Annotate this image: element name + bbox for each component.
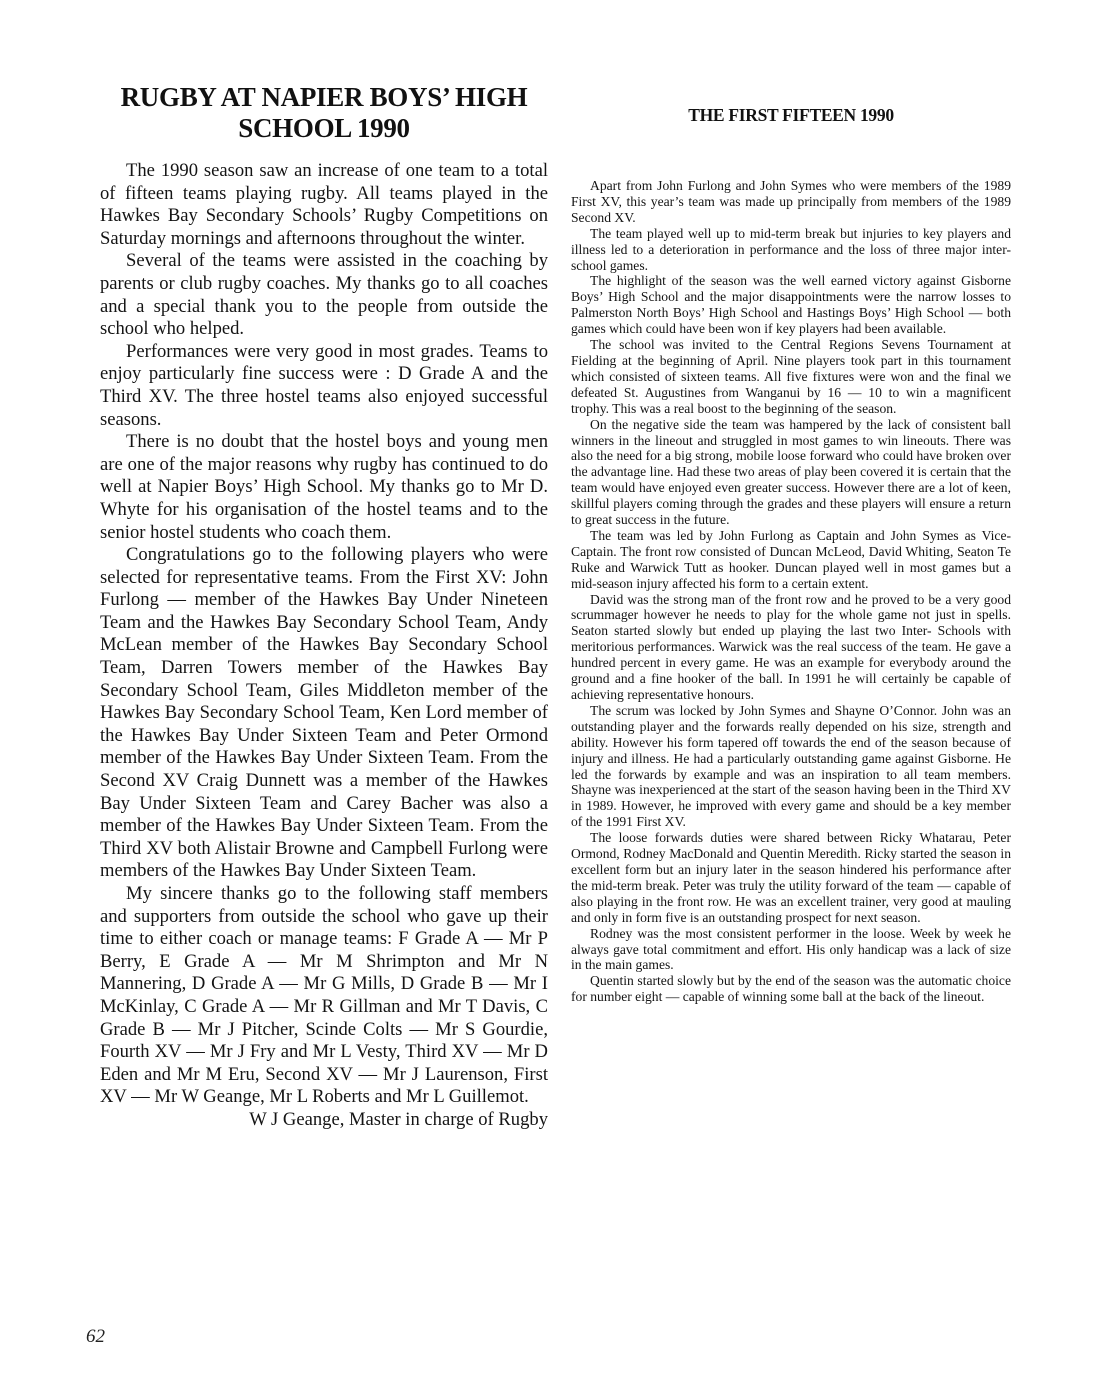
article-title-first-fifteen: THE FIRST FIFTEEN 1990 bbox=[688, 105, 894, 125]
paragraph: The team was led by John Furlong as Captain and John Symes as Vice-Captain. The front row consisted of Duncan McLeod, David Whiting, Seaton Te Ruke and Warwick Tutt as hooker. Duncan played well in most games but a mid-season injury affected his form to a certain extent. bbox=[571, 527, 1011, 591]
right-column bbox=[571, 82, 1011, 1005]
left-column bbox=[100, 82, 548, 1132]
paragraph: The team played well up to mid-term break but injuries to key players and illness led to a deterioration in performance and the loss of three major inter-school games. bbox=[571, 225, 1011, 273]
page-number: 62 bbox=[86, 1326, 105, 1347]
article-title-rugby: RUGBY AT NAPIER BOYS’ HIGH SCHOOL 1990 bbox=[120, 82, 528, 143]
paragraph: The scrum was locked by John Symes and Shayne O’Connor. John was an outstanding player and the forwards really depended on his size, strength and ability. However his form tapered off towards the end of the season because of injury and illness. He had a particularly outstanding game against Gisborne. He led the forwards by example and was an inspiration to all team members. Shayne was inexperienced at the start of the season having been in the Third XV in 1989. However, he improved with every game and should be a key member of the 1991 First XV. bbox=[571, 702, 1011, 830]
paragraph: The loose forwards duties were shared between Ricky Whatarau, Peter Ormond, Rodney MacDonald and Quentin Meredith. Ricky started the season in excellent form but an injury later in the season hindered his performance after the mid-term break. Peter was truly the utility forward of the team — capable of also playing in the front row. He was an excellent trainer, very good at mauling and only in form five is an outstanding prospect for next season. bbox=[571, 830, 1011, 925]
paragraph: On the negative side the team was hampered by the lack of consistent ball winners in the lineout and struggled in most games to win lineouts. There was also the need for a big strong, mobile loose forward who could have broken over the advantage line. Had these two areas of play been covered it is certain that the team would have enjoyed even greater success. However there are a lot of keen, skillful players coming through the grades and these players will ensure a return to great success in the future. bbox=[571, 416, 1011, 528]
paragraph: There is no doubt that the hostel boys and young men are one of the major reasons why rugby has continued to do well at Napier Boys’ High School. My thanks go to Mr D. Whyte for his organisation of the hostel teams and to the senior hostel students who coach them. bbox=[100, 431, 548, 543]
paragraph: David was the strong man of the front row and he proved to be a very good scrummager however he needs to play for the whole game not just in spells. Seaton started slowly but ended up playing the last two Inter- Schools with meritorious performances. Warwick was the real success of the team. He gave a hundred percent in every game. He was an example for everybody around the ground and a fine hooker of the ball. In 1991 he will certainly be capable of achieving representative honours. bbox=[571, 591, 1011, 702]
paragraph: Rodney was the most consistent performer in the loose. Week by week he always gave total commitment and effort. His only handicap was a lack of size in the main games. bbox=[571, 925, 1011, 973]
paragraph: The school was invited to the Central Regions Sevens Tournament at Fielding at the beginning of April. Nine players took part in this tournament which consisted of sixteen teams. All five fixtures were won and the final we defeated St. Augustines from Wanganui by 16 — 10 to win a magnificent trophy. This was a real boost to the beginning of the season. bbox=[571, 337, 1011, 416]
paragraph: The 1990 season saw an increase of one team to a total of fifteen teams playing rugby. All teams played in the Hawkes Bay Secondary Schools’ Rugby Competitions on Saturday mornings and afternoons throughout the winter. bbox=[100, 160, 548, 249]
paragraph: Apart from John Furlong and John Symes who were members of the 1989 First XV, this year’s team was made up principally from members of the 1989 Second XV. bbox=[571, 178, 1011, 225]
paragraph: Congratulations go to the following players who were selected for representative teams. From the First XV: John Furlong — member of the Hawkes Bay Under Nineteen Team and the Hawkes Bay Secondary School Team, Andy McLean member of the Hawkes Bay Secondary School Team, Darren Towers member of the Hawkes Bay Secondary School Team, Giles Middleton member of the Hawkes Bay Secondary School Team, Ken Lord member of the Hawkes Bay Under Sixteen Team and Peter Ormond member of the Hawkes Bay Under Sixteen Team. From the Second XV Craig Dunnett was a member of the Hawkes Bay Under Sixteen Team and Carey Bacher was also a member of the Hawkes Bay Under Sixteen Team. From the Third XV both Alistair Browne and Campbell Furlong were members of the Hawkes Bay Under Sixteen Team. bbox=[100, 544, 548, 882]
paragraph: Quentin started slowly but by the end of the season was the automatic choice for number eight — capable of winning some ball at the back of the lineout. bbox=[571, 973, 1011, 1005]
paragraph: Performances were very good in most grades. Teams to enjoy particularly fine success were : D Grade A and the Third XV. The three hostel teams also enjoyed successful seasons. bbox=[100, 340, 548, 430]
paragraph: Several of the teams were assisted in the coaching by parents or club rugby coaches. My thanks go to all coaches and a special thank you to the people from outside the school who helped. bbox=[100, 250, 548, 340]
paragraph: My sincere thanks go to the following staff members and supporters from outside the school who gave up their time to either coach or manage teams: F Grade A — Mr P Berry, E Grade A — Mr M Shrimpton and Mr N Mannering, D Grade A — Mr G Mills, D Grade B — Mr I McKinlay, C Grade A — Mr R Gillman and Mr T Davis, C Grade B — Mr J Pitcher, Scinde Colts — Mr S Gourdie, Fourth XV — Mr J Fry and Mr L Vesty, Third XV — Mr D Eden and Mr M Eru, Second XV — Mr J Laurenson, First XV — Mr W Geange, Mr L Roberts and Mr L Guillemot. bbox=[100, 883, 548, 1108]
signature: W J Geange, Master in charge of Rugby bbox=[249, 1108, 548, 1130]
article-body-first-fifteen bbox=[571, 178, 1011, 1005]
article-body-rugby bbox=[100, 160, 548, 1132]
paragraph: The highlight of the season was the well earned victory against Gisborne Boys’ High School and the major disappointments were the narrow losses to Palmerston North Boys’ High School and Hastings Boys’ High School — both games which could have been won if key players had been available. bbox=[571, 273, 1011, 337]
